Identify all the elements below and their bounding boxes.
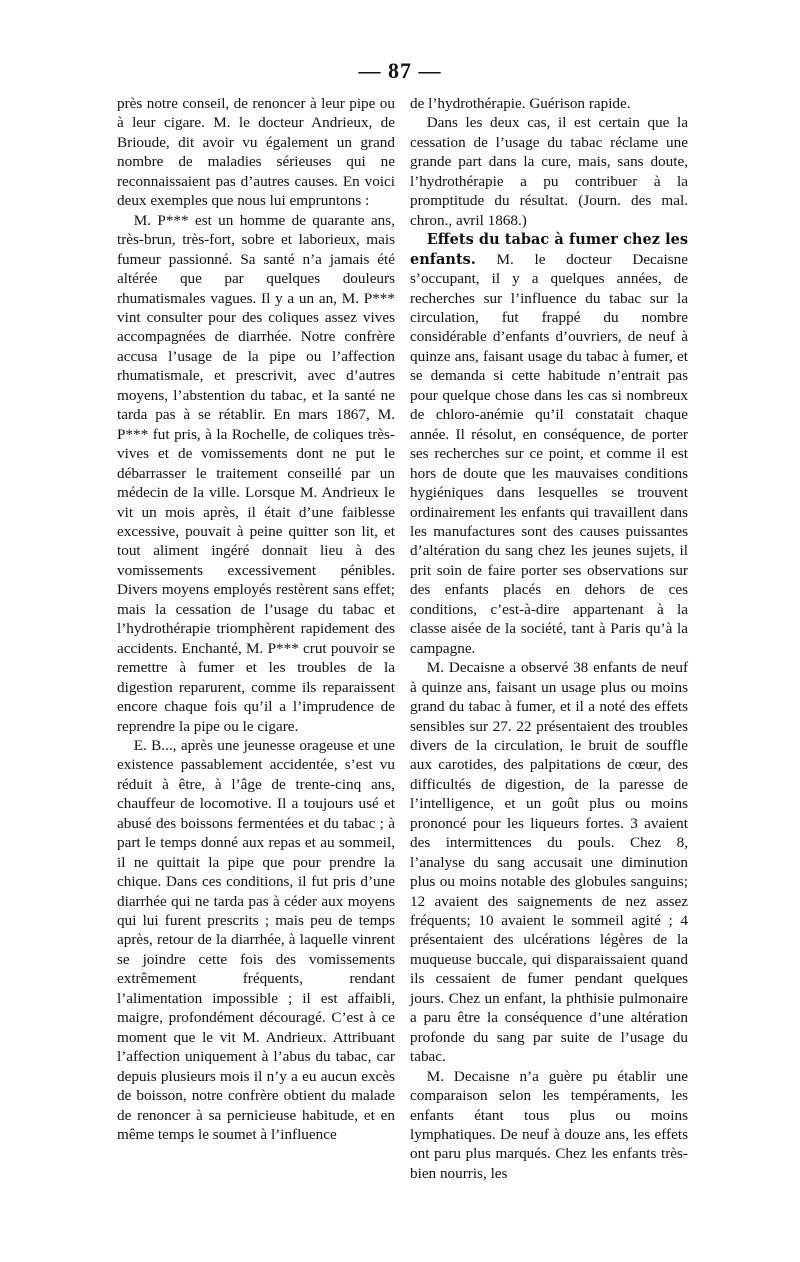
paragraph: de l’hydrothérapie. Guérison rapide. bbox=[410, 95, 631, 112]
paragraph: E. B..., après une jeunesse orageuse et une existence passablement accidentée, s’est vu réduit à être, à l’âge de trente-cinq ans, chauffeur de locomotive. Il a toujours usé et abusé des boissons fermentées et du tabac ; à part le temps donné aux repas et au sommeil, il ne quittait la pipe que pour prendre la chique. Dans ces conditions, il fut pris d’une diarrhée qui ne tarda pas à céder aux moyens qui lui furent prescrits ; mais peu de temps après, retour de la diarrhée, à laquelle vinrent se joindre cette fois des vomissements extrêmement fréquents, rendant l’alimentation impossible ; il est affaibli, maigre, profondément découragé. C’est à ce moment que le vit M. Andrieux. Attribuant l’affection uniquement à l’abus du tabac, car depuis plusieurs mois il n’y a eu aucun excès de boisson, notre confrère obtient du malade de renoncer à sa pernicieuse habitude, et en même temps le soumet à l’influence bbox=[117, 736, 395, 1144]
paragraph: près notre conseil, de renoncer à leur pipe ou à leur cigare. M. le docteur Andrieux, de Brioude, dit avoir vu également un grand nombre de maladies sérieuses qui ne reconnaissaient pas d’autres causes. En voici deux exemples que nous lui empruntons : bbox=[117, 95, 395, 210]
paragraph: M. P*** est un homme de quarante ans, très-brun, très-fort, sobre et laborieux, mais fumeur passionné. Sa santé n’a jamais été altérée que par quelques douleurs rhumatismales vagues. Il y a un an, M. P*** vint consulter pour des coliques assez vives accompagnées de diarrhée. Notre confrère accusa l’usage de la pipe ou l’affection rhumatismale, et prescrivit, avec d’autres moyens, l’abstention du tabac, et la santé ne tarda pas à se rétablir. En mars 1867, M. P*** fut pris, à la Rochelle, de coliques très-vives et de vomissements dont ne put le débarrasser le traitement conseillé par un médecin de la ville. Lorsque M. Andrieux le vit un mois après, il était d’une faiblesse excessive, pouvait à peine quitter son lit, et tout aliment ingéré donnait lieu à des vomissements excessivement pénibles. Divers moyens employés restèrent sans effet; mais la cessation de l’usage du tabac et l’hydrothérapie triomphèrent rapidement des accidents. Enchanté, M. P*** crut pouvoir se remettre à fumer et les troubles de la digestion reparurent, comme ils reparaissent encore chaque fois qu’il a l’imprudence de reprendre la pipe ou le cigare. bbox=[117, 211, 395, 735]
paragraph: M. Decaisne n’a guère pu établir une comparaison selon les tempéraments, les enfants étant tous plus ou moins lymphatiques. De neuf à douze ans, les effets ont paru plus marqués. Chez les enfants très-bien nourris, les bbox=[410, 1067, 688, 1182]
right-column bbox=[410, 94, 688, 1183]
left-column bbox=[117, 94, 395, 1144]
section-heading: Effets du tabac à fumer chez les enfants. bbox=[410, 231, 688, 268]
page-number: — 87 — bbox=[358, 58, 442, 83]
paragraph: M. Decaisne a observé 38 enfants de neuf à quinze ans, faisant un usage plus ou moins grand du tabac à fumer, et il a noté des effets sensibles sur 27. 22 présentaient des troubles divers de la circulation, le bruit de souffle aux carotides, des palpitations de cœur, des difficultés de digestion, de la paresse de l’intelligence, et un goût plus ou moins prononcé pour les liqueurs fortes. 3 avaient des intermittences du pouls. Chez 8, l’analyse du sang accusait une diminution plus ou moins notable des globules sanguins; 12 avaient des saignements de nez assez fréquents; 10 avaient le sommeil agité ; 4 présentaient des ulcérations légères de la muqueuse buccale, qui disparaissaient quand ils cessaient de fumer pendant quelques jours. Chez un enfant, la phthisie pulmonaire a paru être la conséquence d’une altération profonde du sang par suite de l’usage du tabac. bbox=[410, 659, 688, 1066]
section-text: M. le docteur Decaisne s’occupant, il y a quelques années, de recherches sur l’influence du tabac sur la circulation, fut frappé du nombre considérable d’enfants d’ouvriers, de neuf à quinze ans, faisant usage du tabac à fumer, et se demanda si cette habitude n’entrait pas pour quelque chose dans les cas si nombreux de chloro-anémie qu’il constatait chaque année. Il résolut, en conséquence, de porter ses recherches sur ce point, et comme il est hors de doute que les mauvaises conditions hygiéniques dans lesquelles se trouvent ordinairement les enfants qui travaillent dans les manufactures sont des causes puissantes d’altération du sang chez les jeunes sujets, il prit soin de faire porter ses observations sur des enfants placés en dehors de ces conditions, c’est-à-dire appartenant à la classe aisée de la société, tant à Paris qu’à la campagne. bbox=[410, 250, 688, 657]
paragraph: Dans les deux cas, il est certain que la cessation de l’usage du tabac réclame une grande part dans la cure, mais, sans doute, l’hydrothérapie a pu contribuer à la promptitude du résultat. (Journ. des mal. chron., avril 1868.) bbox=[410, 114, 688, 229]
section-paragraph bbox=[410, 230, 688, 658]
